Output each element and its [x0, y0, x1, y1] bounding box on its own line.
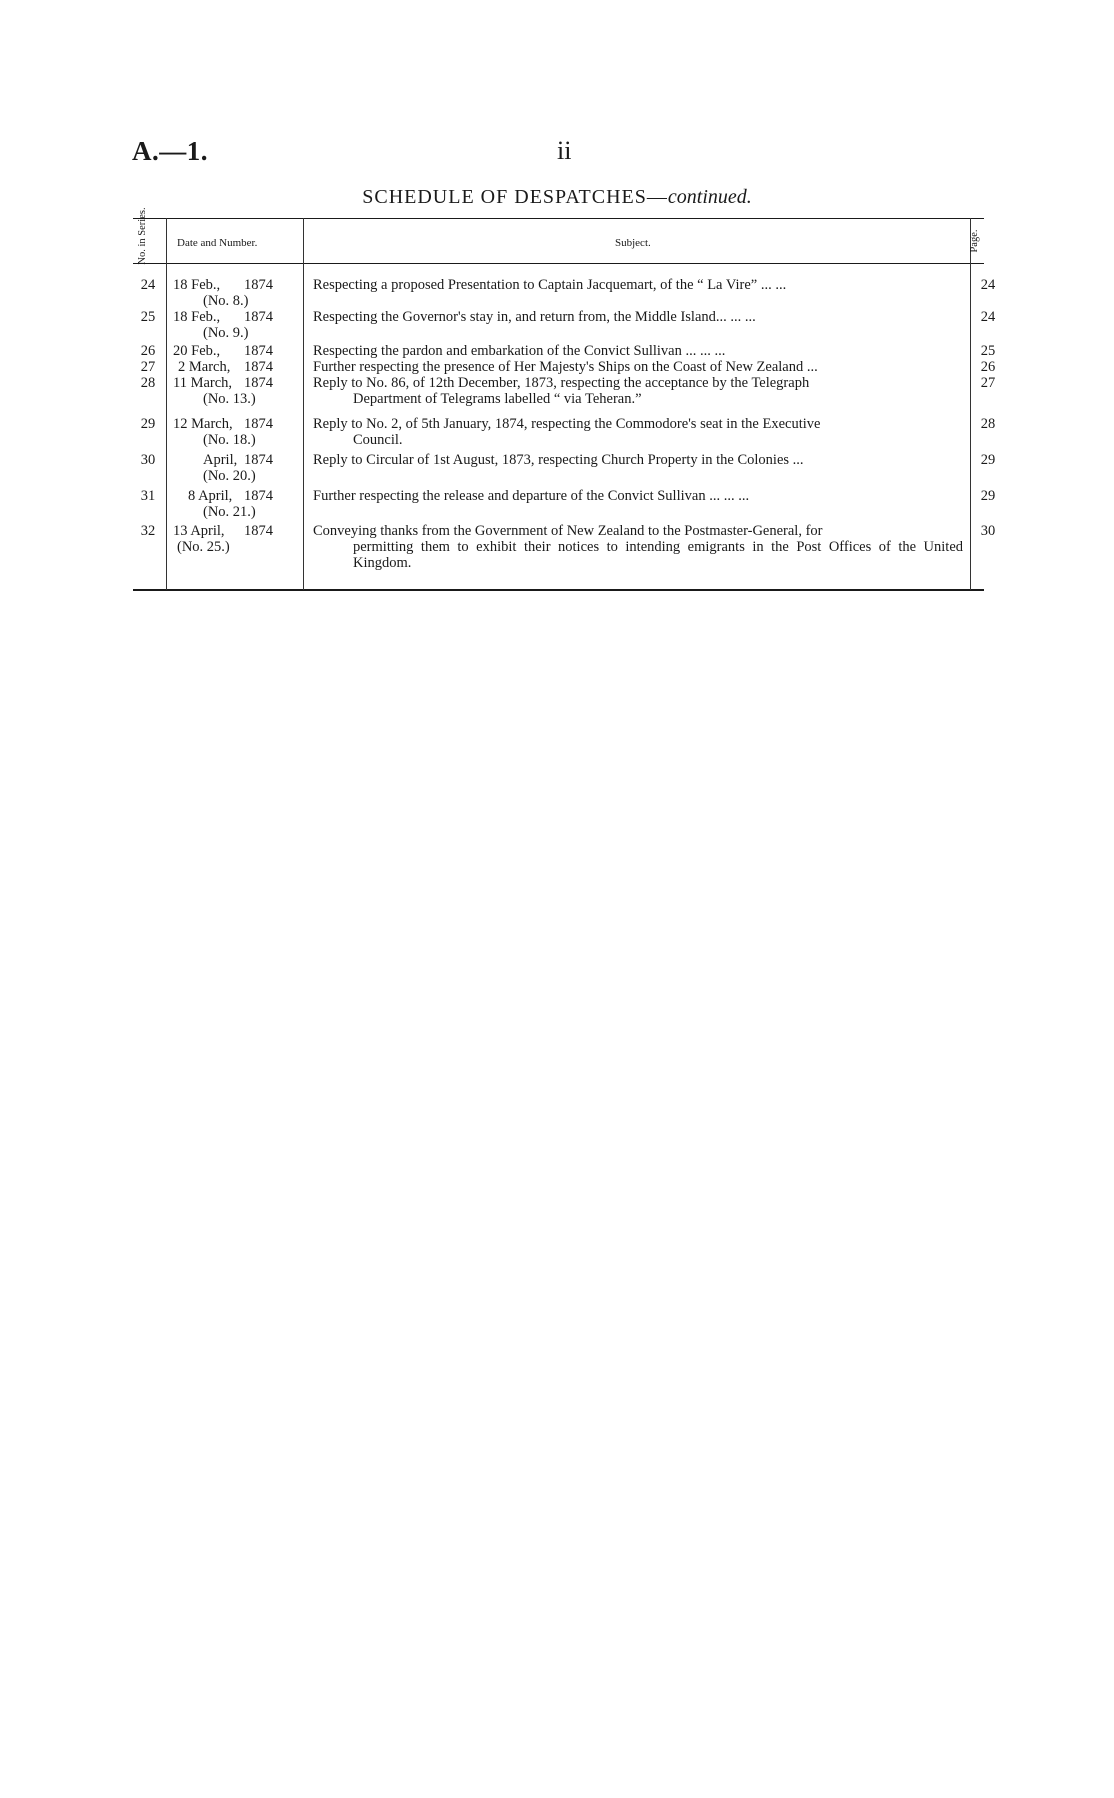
- document-reference: A.—1.: [132, 136, 208, 166]
- header-no-in-series: No. in Series.: [137, 207, 148, 265]
- row-subject: Respecting the Governor's stay in, and return from, the Middle Island... ... ...: [313, 309, 756, 325]
- page-number: ii: [557, 136, 572, 165]
- row-subject: Further respecting the presence of Her Majesty's Ships on the Coast of New Zealand ...: [313, 359, 818, 375]
- row-date-day: 8 April, 1874: [188, 488, 273, 504]
- row-despatch-number: (No. 21.): [203, 504, 256, 520]
- row-date-day: 11 March, 1874: [173, 375, 273, 391]
- row-subject: Reply to No. 2, of 5th January, 1874, respecting the Commodore's seat in the Executive Council.: [313, 416, 963, 448]
- row-series-number: 28: [140, 375, 156, 391]
- header-date-and-number: Date and Number.: [177, 237, 258, 249]
- row-date-day: April, 1874: [203, 452, 273, 468]
- row-series-number: 26: [140, 343, 156, 359]
- row-subject: Reply to No. 86, of 12th December, 1873, respecting the acceptance by the Telegraph Department of Telegrams labelled “ via Teheran.”: [313, 375, 963, 407]
- row-page: 25: [980, 343, 996, 359]
- row-page: 29: [980, 452, 996, 468]
- row-date-day: 12 March, 1874: [173, 416, 273, 432]
- row-despatch-number: (No. 13.): [203, 391, 256, 407]
- row-series-number: 31: [140, 488, 156, 504]
- row-date-day: 18 Feb., 1874: [173, 277, 273, 293]
- page-title: [0, 186, 1114, 209]
- row-page: 30: [980, 523, 996, 539]
- header-bottom-rule: [133, 263, 984, 264]
- table-top-rule: [133, 218, 984, 219]
- row-subject: Respecting a proposed Presentation to Captain Jacquemart, of the “ La Vire” ... ...: [313, 277, 787, 293]
- row-series-number: 25: [140, 309, 156, 325]
- row-date-day: 20 Feb., 1874: [173, 343, 273, 359]
- row-date-day: 18 Feb., 1874: [173, 309, 273, 325]
- row-series-number: 27: [140, 359, 156, 375]
- row-date-day: 2 March, 1874: [178, 359, 273, 375]
- column-divider-page: [970, 218, 971, 590]
- row-subject: Respecting the pardon and embarkation of the Convict Sullivan ... ... ...: [313, 343, 726, 359]
- row-despatch-number: (No. 18.): [203, 432, 256, 448]
- row-page: 27: [980, 375, 996, 391]
- row-subject-continuation: Council.: [353, 432, 403, 448]
- row-despatch-number: (No. 9.): [203, 325, 249, 341]
- row-despatch-number: (No. 20.): [203, 468, 256, 484]
- row-subject: Conveying thanks from the Government of New Zealand to the Postmaster-General, for permitting them to exhibit their notices to intending emigrants in the Post Offices of the United Kingdom.: [313, 523, 963, 571]
- row-subject: Further respecting the release and departure of the Convict Sullivan ... ... ...: [313, 488, 750, 504]
- row-subject-continuation: Department of Telegrams labelled “ via Teheran.”: [353, 391, 642, 407]
- row-series-number: 30: [140, 452, 156, 468]
- header-page: Page.: [969, 229, 980, 253]
- column-divider-no: [166, 218, 167, 590]
- row-date-day: 13 April, 1874: [173, 523, 273, 539]
- row-series-number: 24: [140, 277, 156, 293]
- row-series-number: 32: [140, 523, 156, 539]
- row-series-number: 29: [140, 416, 156, 432]
- row-despatch-number: (No. 25.): [177, 539, 230, 555]
- header-subject: Subject.: [615, 237, 651, 249]
- row-page: 29: [980, 488, 996, 504]
- row-page: 26: [980, 359, 996, 375]
- despatch-schedule-table: [133, 207, 996, 590]
- row-page: 28: [980, 416, 996, 432]
- row-page: 24: [980, 309, 996, 325]
- title-continued: continued.: [667, 186, 752, 208]
- row-subject: Reply to Circular of 1st August, 1873, respecting Church Property in the Colonies ...: [313, 452, 804, 468]
- row-subject-continuation: permitting them to exhibit their notices to intending emigrants in the Post Offices of the United Kingdom.: [353, 539, 963, 571]
- title-main: SCHEDULE OF DESPATCHES—: [362, 186, 668, 208]
- row-page: 24: [980, 277, 996, 293]
- table-bottom-rule: [133, 589, 984, 591]
- row-despatch-number: (No. 8.): [203, 293, 249, 309]
